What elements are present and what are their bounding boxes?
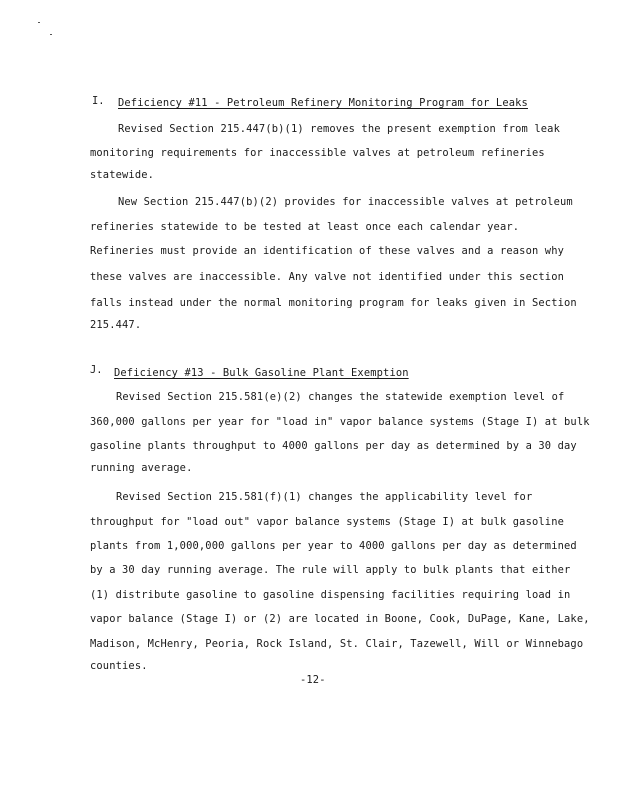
section-i-para2-line-5: falls instead under the normal monitoring program for leaks given in Section [90,297,577,309]
section-i-para2-line-4: these valves are inaccessible. Any valve not identified under this section [90,271,565,283]
section-j-para1-line-3: gasoline plants throughput to 4000 gallons per day as determined by a 30 day [90,440,577,452]
section-i-para2-line-1: New Section 215.447(b)(2) provides for inaccessible valves at petroleum [118,196,573,208]
section-j-para2-line-7: Madison, McHenry, Peoria, Rock Island, St. Clair, Tazewell, Will or Winnebago [90,638,584,650]
section-j-para2-line-5: (1) distribute gasoline to gasoline dispensing facilities requiring load in [90,589,571,601]
section-i-para1-line-3: statewide. [90,169,155,181]
scan-speck [50,34,52,35]
section-j-para2-line-6: vapor balance (Stage I) or (2) are located in Boone, Cook, DuPage, Kane, Lake, [90,613,590,625]
section-j-para1-line-4: running average. [90,462,193,474]
section-i-para2-line-6: 215.447. [90,319,142,331]
page-number: -12- [300,674,326,686]
section-i-para2-line-2: refineries statewide to be tested at least once each calendar year. [90,221,520,233]
section-j-para1-line-2: 360,000 gallons per year for "load in" vapor balance systems (Stage I) at bulk [90,416,590,428]
section-i-para1-line-1: Revised Section 215.447(b)(1) removes the present exemption from leak [118,123,560,135]
section-j-para2-line-2: throughput for "load out" vapor balance systems (Stage I) at bulk gasoline [90,516,565,528]
section-j-para1-line-1: Revised Section 215.581(e)(2) changes the statewide exemption level of [116,391,565,403]
section-j-heading: Deficiency #13 - Bulk Gasoline Plant Exemption [114,367,409,379]
section-j-para2-line-4: by a 30 day running average. The rule will apply to bulk plants that either [90,564,571,576]
section-j-para2-line-8: counties. [90,660,148,672]
section-j-para2-line-1: Revised Section 215.581(f)(1) changes the applicability level for [116,491,533,503]
section-i-para1-line-2: monitoring requirements for inaccessible valves at petroleum refineries [90,147,545,159]
section-i-para2-line-3: Refineries must provide an identification of these valves and a reason why [90,245,565,257]
section-i-marker: I. [92,95,105,107]
scan-speck [38,22,40,23]
section-j-marker: J. [90,364,103,376]
section-j-para2-line-3: plants from 1,000,000 gallons per year to 4000 gallons per day as determined [90,540,577,552]
section-i-heading: Deficiency #11 - Petroleum Refinery Monitoring Program for Leaks [118,97,528,109]
